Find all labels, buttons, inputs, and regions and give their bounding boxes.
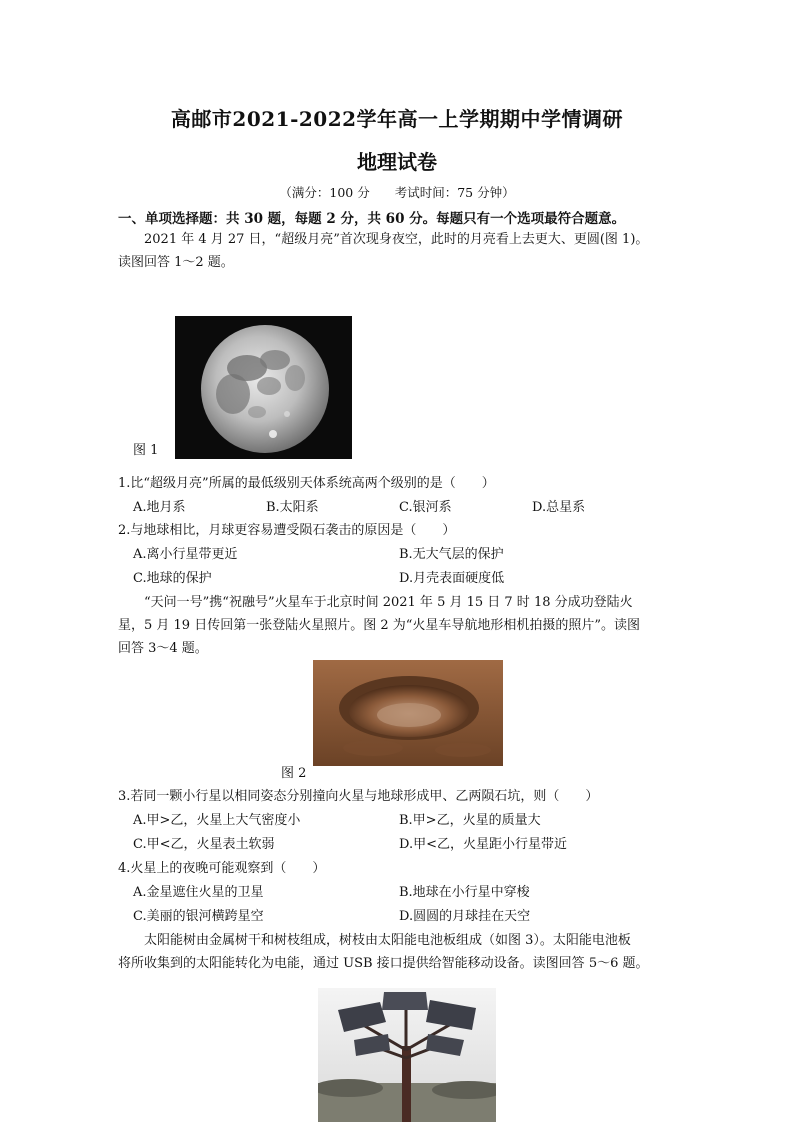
figure-1-caption: 图 1 [133,443,159,458]
question-3-stem: 3.若同一颗小行星以相同姿态分别撞向火星与地球形成甲、乙两陨石坑，则（ ） [118,789,599,804]
question-1-option-c[interactable]: C.银河系 [399,500,452,515]
question-4-option-a[interactable]: A.金星遮住火星的卫星 [133,885,264,900]
question-3-option-a[interactable]: A.甲>乙，火星上大气密度小 [133,813,301,828]
question-3-option-b[interactable]: B.甲>乙，火星的质量大 [399,813,541,828]
question-2-option-b[interactable]: B.无大气层的保护 [399,547,504,562]
passage-2-line-1: “天问一号”携“祝融号”火星车于北京时间 2021 年 5 月 15 日 7 时 18 分成功登陆火 [144,595,633,610]
passage-1-line-2: 读图回答 1～2 题。 [118,255,234,270]
passage-2 [118,591,683,660]
question-1-option-b[interactable]: B.太阳系 [266,500,319,515]
moon-image [175,316,352,459]
page-title: 高邮市2021-2022学年高一上学期期中学情调研 [170,107,624,131]
question-1-option-d[interactable]: D.总星系 [532,500,586,515]
passage-1-line-1: 2021 年 4 月 27 日，“超级月亮”首次现身夜空，此时的月亮看上去更大、更圆(图 1)。 [144,232,649,247]
question-4-option-d[interactable]: D.圆圆的月球挂在天空 [399,909,531,924]
question-2-option-a[interactable]: A.离小行星带更近 [133,547,238,562]
question-2-option-c[interactable]: C.地球的保护 [133,571,212,586]
crater-image [313,660,503,766]
question-3-option-c[interactable]: C.甲<乙，火星表土软弱 [133,837,275,852]
question-1-stem: 1.比“超级月亮”所属的最低级别天体系统高两个级别的是（ ） [118,476,495,491]
solar-tree-image [318,988,496,1122]
question-2-stem: 2.与地球相比，月球更容易遭受陨石袭击的原因是（ ） [118,523,456,538]
question-3-option-d[interactable]: D.甲<乙，火星距小行星带近 [399,837,567,852]
figure-2-caption: 图 2 [281,766,307,781]
mars-crater-photo [313,660,503,766]
solar-tree-photo [318,988,496,1122]
passage-1 [118,228,683,274]
question-4-option-b[interactable]: B.地球在小行星中穿梭 [399,885,530,900]
question-4-stem: 4.火星上的夜晚可能观察到（ ） [118,861,326,876]
question-1-option-a[interactable]: A.地月系 [133,500,186,515]
question-4-option-c[interactable]: C.美丽的银河横跨星空 [133,909,264,924]
score-info: （满分：100 分 考试时间：75 分钟） [279,185,515,200]
full-moon-photo [175,316,352,459]
question-2-option-d[interactable]: D.月壳表面硬度低 [399,571,505,586]
passage-2-line-2: 星，5 月 19 日传回第一张登陆火星照片。图 2 为“火星车导航地形相机拍摄的照片”。读图 [118,618,641,633]
passage-3 [118,929,683,975]
page-subtitle: 地理试卷 [357,150,437,174]
section-heading: 一、单项选择题：共 30 题，每题 2 分，共 60 分。每题只有一个选项最符合题意。 [118,211,626,227]
passage-3-line-1: 太阳能树由金属树干和树枝组成，树枝由太阳能电池板组成（如图 3）。太阳能电池板 [144,933,631,948]
passage-3-line-2: 将所收集到的太阳能转化为电能，通过 USB 接口提供给智能移动设备。读图回答 5～6 题。 [118,956,649,971]
passage-2-line-3: 回答 3～4 题。 [118,641,208,656]
